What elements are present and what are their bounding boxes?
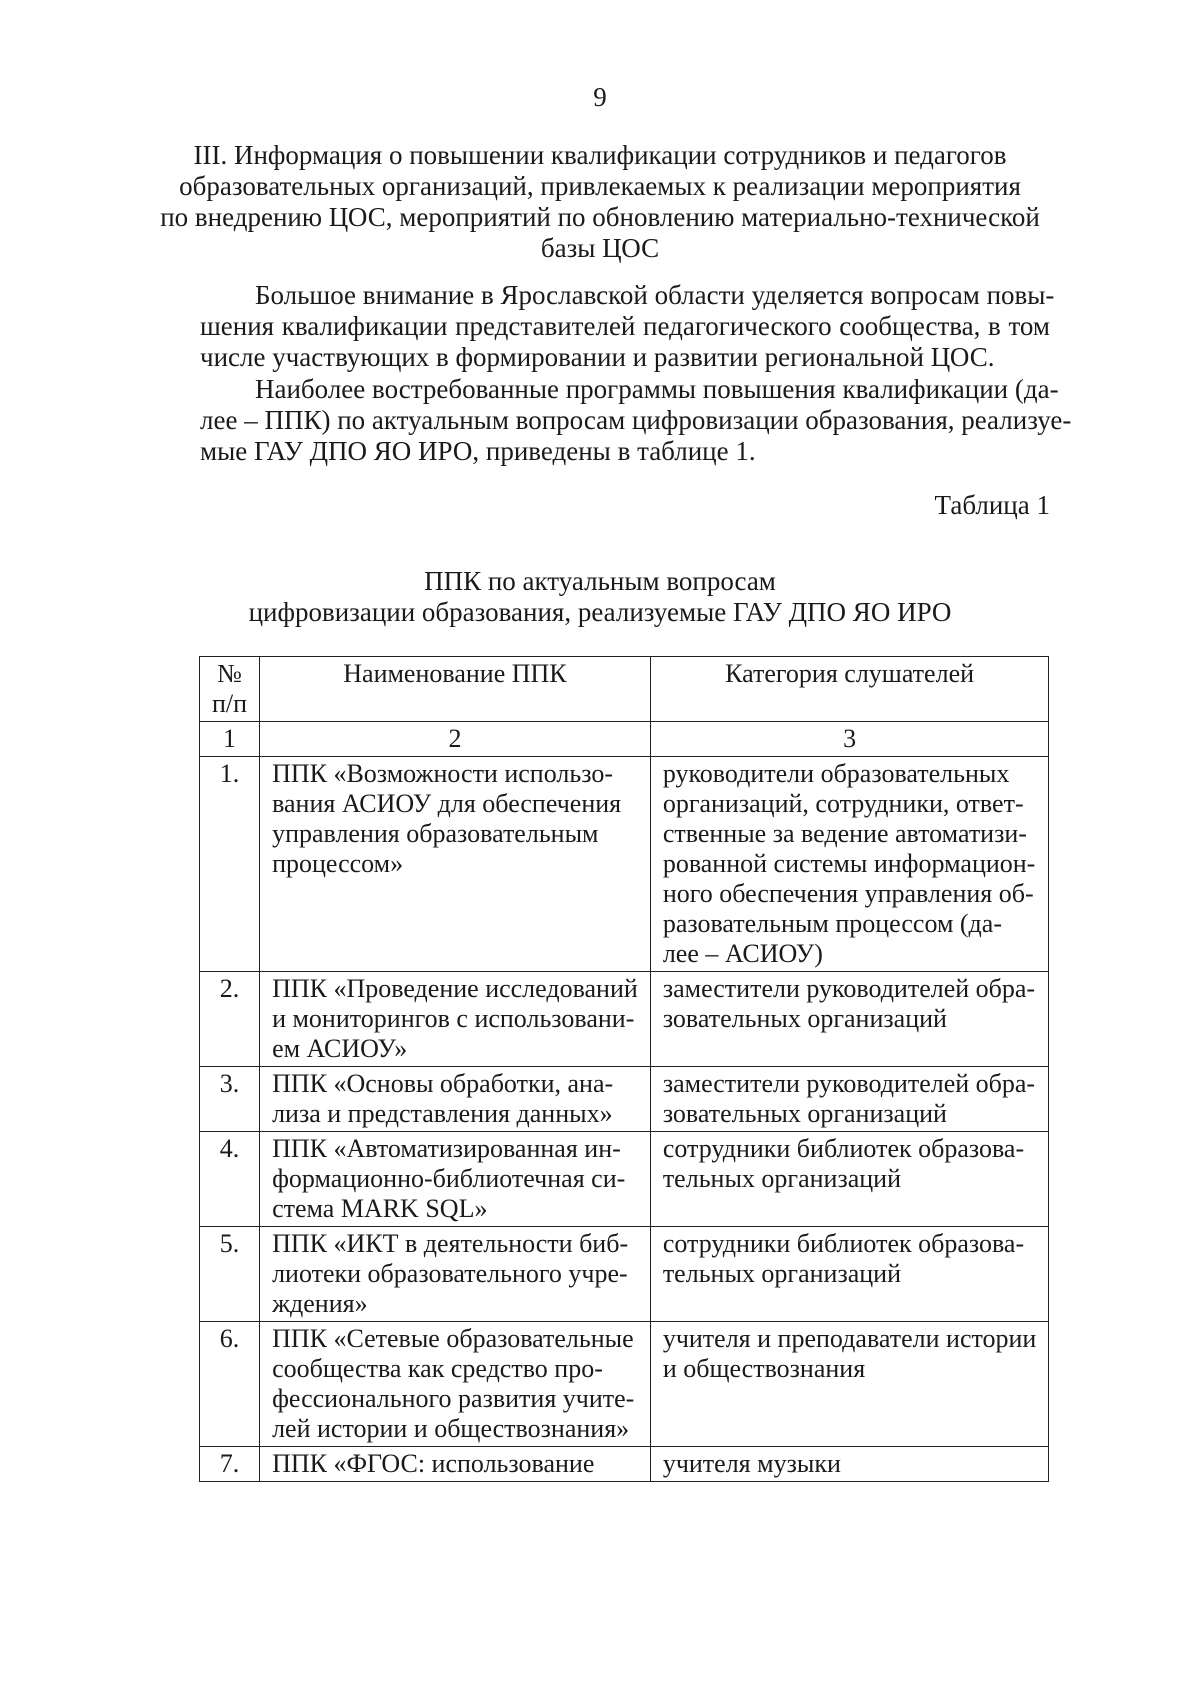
- listener-category-line: зовательных организаций: [662, 1099, 947, 1128]
- listener-category-line: сотрудники библиотек образова-: [662, 1134, 1025, 1163]
- paragraph-line: шения квалификации представителей педагогического сообщества, в том: [200, 311, 1050, 341]
- program-name-line: ППК «Автоматизированная ин-: [272, 1134, 621, 1163]
- index-cell: 3: [650, 722, 1049, 757]
- program-name-line: процессом»: [272, 849, 404, 878]
- program-name-line: ППК «ФГОС: использование: [272, 1449, 595, 1478]
- index-cell: 1: [200, 722, 260, 757]
- header-num-line: п/п: [212, 689, 248, 718]
- table-row: [200, 757, 1049, 972]
- row-number: 4.: [200, 1132, 260, 1227]
- table-caption: [150, 566, 1050, 628]
- table-caption-line: ППК по актуальным вопросам: [424, 566, 776, 596]
- paragraph-line: мые ГАУ ДПО ЯО ИРО, приведены в таблице 1.: [200, 436, 756, 466]
- paragraph-line: Большое внимание в Ярославской области уделяется вопросам повы-: [255, 280, 1055, 310]
- program-name-line: лиза и представления данных»: [272, 1099, 613, 1128]
- paragraph-programs: [200, 374, 1072, 467]
- listener-category-line: учителя и преподаватели истории: [662, 1324, 1037, 1353]
- listener-category: [650, 757, 1049, 972]
- listener-category-line: ственные за ведение автоматизи-: [662, 819, 1027, 848]
- paragraph-line: лее – ППК) по актуальным вопросам цифровизации образования, реализуе-: [200, 405, 1072, 435]
- program-name-line: лиотеки образовательного учре-: [272, 1259, 628, 1288]
- table-row: [200, 1132, 1049, 1227]
- listener-category: [650, 1067, 1049, 1132]
- listener-category-line: заместители руководителей обра-: [662, 974, 1036, 1003]
- table-caption-line: цифровизации образования, реализуемые ГАУ ДПО ЯО ИРО: [248, 597, 952, 627]
- listener-category-line: учителя музыки: [662, 1449, 841, 1478]
- program-name: [260, 1067, 651, 1132]
- table-row: [200, 972, 1049, 1067]
- program-name-line: и мониторингов с использовани-: [272, 1004, 635, 1033]
- row-number: 1.: [200, 757, 260, 972]
- paragraph-intro: [200, 280, 1055, 373]
- program-name-line: ППК «ИКТ в деятельности биб-: [272, 1229, 629, 1258]
- row-number: 3.: [200, 1067, 260, 1132]
- program-name-line: сообщества как средство про-: [272, 1354, 603, 1383]
- index-cell: 2: [260, 722, 651, 757]
- listener-category: [650, 1227, 1049, 1322]
- listener-category-line: тельных организаций: [662, 1259, 902, 1288]
- paragraph-line: Наиболее востребованные программы повышения квалификации (да-: [255, 374, 1059, 404]
- program-name-line: ППК «Сетевые образовательные: [272, 1324, 634, 1353]
- section-heading-line: образовательных организаций, привлекаемых к реализации мероприятия: [179, 171, 1021, 201]
- program-name-line: ППК «Проведение исследований: [272, 974, 638, 1003]
- listener-category-line: заместители руководителей обра-: [662, 1069, 1036, 1098]
- listener-category-line: и обществознания: [662, 1354, 866, 1383]
- table-index-row: [200, 722, 1049, 757]
- page-number: 9: [593, 82, 607, 112]
- listener-category-line: зовательных организаций: [662, 1004, 947, 1033]
- table-label: Таблица 1: [934, 490, 1050, 520]
- listener-category-line: разовательным процессом (да-: [662, 909, 1002, 938]
- program-name: [260, 1322, 651, 1447]
- row-number: 2.: [200, 972, 260, 1067]
- program-name: [260, 757, 651, 972]
- table-row: [200, 1067, 1049, 1132]
- listener-category-line: организаций, сотрудники, ответ-: [662, 789, 1024, 818]
- listener-category: [650, 1447, 1049, 1482]
- program-name-line: формационно-библиотечная си-: [272, 1164, 626, 1193]
- program-name: [260, 1447, 651, 1482]
- program-name-line: ППК «Основы обработки, ана-: [272, 1069, 614, 1098]
- listener-category-line: ного обеспечения управления об-: [662, 879, 1034, 908]
- program-name-line: ППК «Возможности использо-: [272, 759, 613, 788]
- program-name: [260, 1227, 651, 1322]
- table-row: [200, 1227, 1049, 1322]
- listener-category: [650, 972, 1049, 1067]
- table-header-row: [200, 657, 1049, 722]
- section-heading-line: базы ЦОС: [540, 233, 660, 263]
- program-name-line: управления образовательным: [272, 819, 599, 848]
- program-name: [260, 972, 651, 1067]
- paragraph-line: числе участвующих в формировании и развитии региональной ЦОС.: [200, 342, 995, 372]
- program-name: [260, 1132, 651, 1227]
- listener-category-line: тельных организаций: [662, 1164, 902, 1193]
- table-row: [200, 1447, 1049, 1482]
- program-name-line: лей истории и обществознания»: [272, 1414, 630, 1443]
- listener-category-line: сотрудники библиотек образова-: [662, 1229, 1025, 1258]
- program-name-line: вания АСИОУ для обеспечения: [272, 789, 622, 818]
- header-name: Наименование ППК: [260, 657, 651, 722]
- table-row: [200, 1322, 1049, 1447]
- row-number: 5.: [200, 1227, 260, 1322]
- header-category: Категория слушателей: [650, 657, 1049, 722]
- program-name-line: фессионального развития учите-: [272, 1384, 635, 1413]
- row-number: 6.: [200, 1322, 260, 1447]
- section-heading-line: по внедрению ЦОС, мероприятий по обновлению материально-технической: [160, 202, 1040, 232]
- listener-category-line: лее – АСИОУ): [662, 939, 823, 968]
- program-name-line: ем АСИОУ»: [272, 1034, 408, 1063]
- listener-category-line: рованной системы информацион-: [662, 849, 1036, 878]
- program-name-line: ждения»: [272, 1289, 368, 1318]
- program-name-line: стема MARK SQL»: [272, 1194, 488, 1223]
- listener-category: [650, 1322, 1049, 1447]
- header-num: [200, 657, 260, 722]
- section-heading: [150, 140, 1050, 264]
- row-number: 7.: [200, 1447, 260, 1482]
- listener-category-line: руководители образовательных: [662, 759, 1010, 788]
- listener-category: [650, 1132, 1049, 1227]
- section-heading-line: III. Информация о повышении квалификации сотрудников и педагогов: [193, 140, 1007, 170]
- header-num-line: №: [217, 659, 242, 688]
- ppk-table: [199, 656, 1049, 1482]
